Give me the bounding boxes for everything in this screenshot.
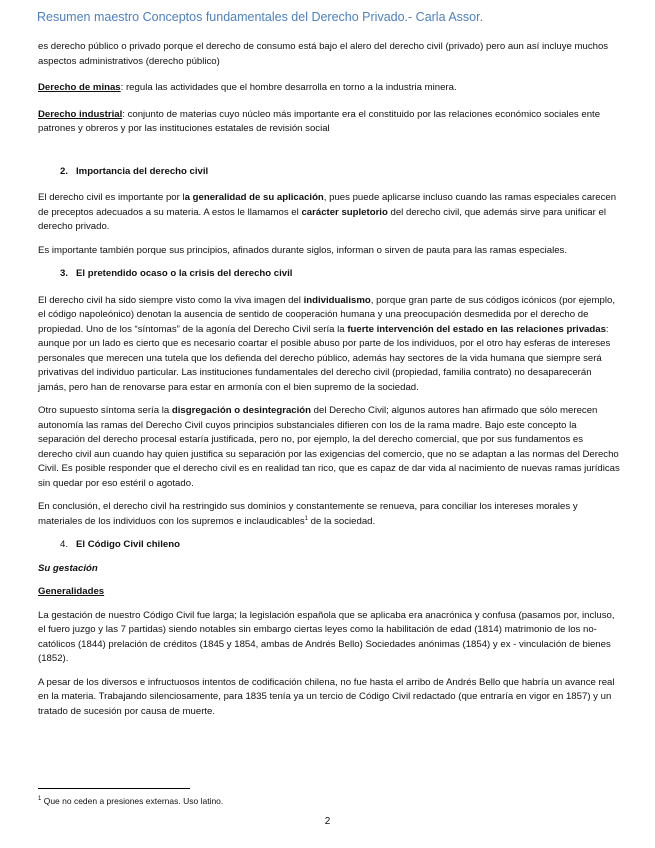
emphasis: carácter supletorio	[301, 206, 388, 218]
text-run: El derecho civil es importante por l	[38, 192, 185, 203]
section-heading-3	[60, 267, 620, 282]
section-title: Importancia del derecho civil	[76, 165, 209, 177]
footnote-number: 1	[38, 796, 42, 803]
paragraph: Es importante también porque sus principios, afinados durante siglos, informan o sirven de pauta para las ramas especiales.	[38, 244, 568, 256]
term-derecho-industrial: Derecho industrial	[38, 108, 123, 120]
paragraph: La gestación de nuestro Código Civil fue larga; la legislación española que se aplicaba era anacrónica y confusa (pasamos por, incluso, el fuero juzgo y las 7 partidas) siendo notables sin embargo ciertas leyes como la habilitación de edad (1814) matrimonio de los no-católicos (1844) prelación de créditos (1845 y 1854, ambas de Andrés Bello) Sociedades anónimas (1854) y ex - vinculación de bienes (1852).	[38, 609, 615, 664]
paragraph	[38, 191, 620, 235]
footnote-reference[interactable]: 1	[304, 515, 308, 522]
emphasis: disgregación o desintegración	[171, 405, 311, 416]
section-number: 2.	[60, 165, 69, 177]
definition-text: : conjunto de materias cuyo núcleo más importante era el constituido por las relaciones económico sociales ente patrones y obreros y por las instituciones estatales de revisión social	[38, 108, 601, 134]
term-derecho-minas: Derecho de minas	[38, 82, 121, 93]
text-run: Otro supuesto síntoma sería la	[38, 405, 172, 416]
document-header: Resumen maestro Conceptos fundamentales del Derecho Privado.- Carla Assor.	[37, 10, 484, 24]
text-run: del Derecho Civil; algunos autores han afirmado que sólo merecen autonomía las ramas del Derecho Civil cuyos principios substanciales difieren con los de la rama madre. Bajo este concepto la separación del derecho procesal estaría justificada, pero no, por ejemplo, la del derecho comercial, que por sus fundamentos es derecho civil aun cuando hay quien justifica su separación por las exigencias del comercio, que no se adaptan a las normas del Derecho Civil. Es posible responder que el derecho civil es en realidad tan rico, que es capaz de dar vida al nacimiento de nuevas ramas jurídicas sin quedar por eso estéril o agotado.	[38, 405, 620, 489]
footnote	[38, 796, 223, 806]
emphasis: a generalidad de su aplicación	[184, 192, 324, 203]
text-run: En conclusión, el derecho civil ha restringido sus dominios y constantemente se renueva, para conciliar los intereses morales y materiales de los individuos con los supremos e inclaudicables	[38, 501, 578, 527]
section-heading-4	[60, 538, 620, 553]
page-body	[38, 40, 620, 719]
page-number: 2	[324, 816, 331, 827]
text-run: : aunque por un lado es cierto que es necesario coartar el posible abuso por parte de los individuos, por el otro hay esferas de intereses personales que merecen una tutela que los defienda del derecho público, además hay sectores de la vida humana que siempre será privativas del individuo particular. Las instituciones fundamentales del derecho civil (propiedad, familia contrato) no desaparecerán jamás, pero han de renovarse para estar en armonía con el bien supremo de la sociedad.	[38, 323, 611, 393]
paragraph	[38, 500, 620, 529]
subheading-generalidades: Generalidades	[38, 586, 105, 597]
section-title: El pretendido ocaso o la crisis del derecho civil	[76, 268, 293, 279]
emphasis: fuerte intervención del estado en las relaciones privadas	[347, 323, 606, 335]
paragraph	[38, 294, 620, 396]
text-run: El derecho civil ha sido siempre visto como la viva imagen del	[38, 294, 304, 306]
section-title: El Código Civil chileno	[76, 539, 180, 550]
text-run: , porque gran parte de sus códigos icónicos (por ejemplo, el código napoleónico) denotan la ausencia de sentido de cooperación humana y una preocupación desmedida por el derecho de propiedad. Uno de los “síntomas” de la agonía del Derecho Civil sería la	[38, 294, 615, 335]
emphasis: individualismo	[303, 294, 371, 306]
text-run: del derecho civil, que además sirve para unificar el derecho privado.	[38, 206, 606, 232]
paragraph	[38, 404, 620, 491]
footnote-separator	[38, 788, 190, 789]
definition-text: : regula las actividades que el hombre desarrolla en torno a la industria minera.	[120, 82, 457, 93]
section-number: 4.	[60, 539, 69, 550]
paragraph-derecho-industrial	[38, 108, 620, 137]
text-run: , pues puede aplicarse incluso cuando las ramas especiales carecen de preceptos adecuados a su materia. A estos le llamamos el	[38, 192, 617, 218]
text-run: de la sociedad.	[307, 515, 376, 527]
paragraph-derecho-minas	[38, 81, 620, 96]
subheading-gestacion: Su gestación	[38, 562, 98, 574]
paragraph: A pesar de los diversos e infructuosos intentos de codificación chilena, no fue hasta el arribo de Andrés Bello que habría un avance real en la materia. Trabajando silenciosamente, para 1835 tenía ya un tercio de Código Civil redactado (que entraría en vigor en 1857) y un tratado de sucesión por causa de muerte.	[38, 676, 615, 717]
section-heading-2	[60, 165, 620, 180]
footnote-text: Que no ceden a presiones externas. Uso latino.	[41, 796, 224, 806]
section-number: 3.	[60, 268, 69, 279]
paragraph: es derecho público o privado porque el derecho de consumo está bajo el alero del derecho civil (privado) pero aun así incluye muchos aspectos administrativos (derecho público)	[38, 41, 609, 67]
